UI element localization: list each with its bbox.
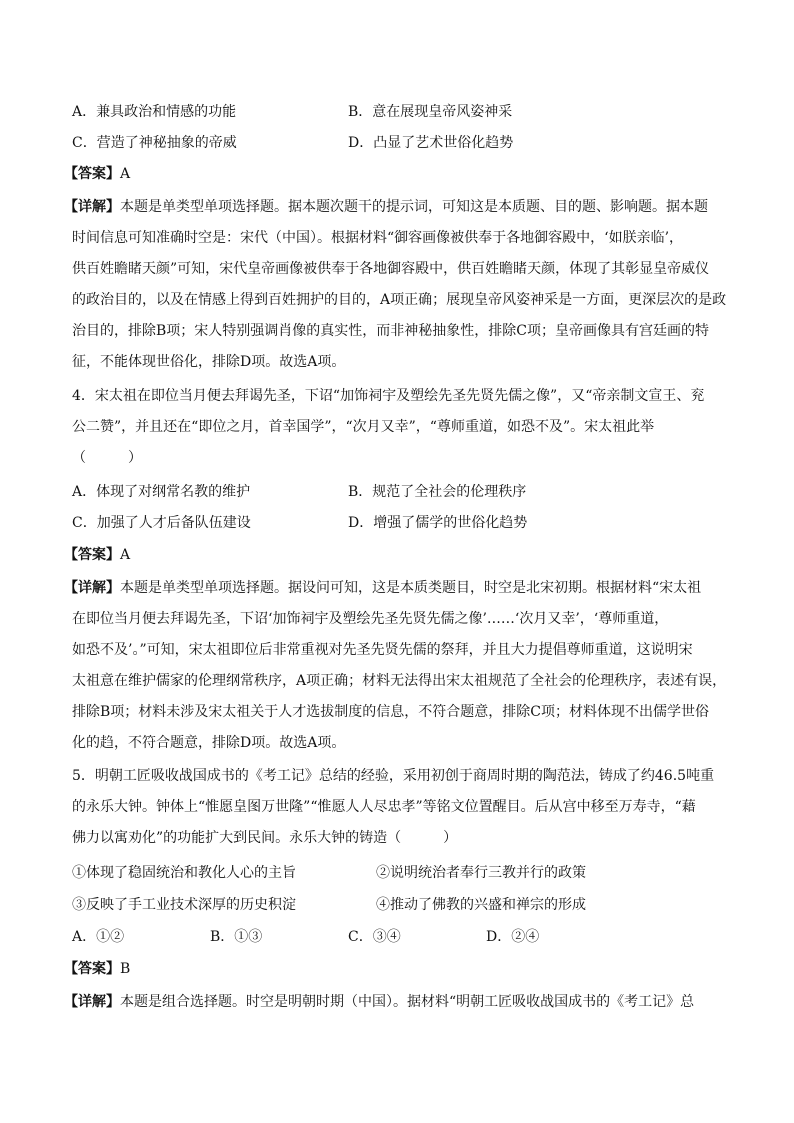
q5-statement-2: ②说明统治者奉行三教并行的政策 (376, 865, 586, 881)
q5-statement-4: ④推动了佛教的兴盛和禅宗的形成 (376, 897, 586, 913)
q3-detail-line-3: 供百姓瞻睹天颜”可知，宋代皇帝画像被供奉于各地御容殿中，供百姓瞻睹天颜，体现了其彰显皇帝威仪 (72, 261, 710, 277)
q3-option-b: B．意在展现皇帝风姿神采 (348, 104, 513, 120)
q4-detail-line-1: 【详解】本题是单类型单项选择题。据设问可知，这是本质类题目，时空是北宋初期。根据材料“宋太祖 (64, 580, 702, 596)
q4-stem-line-2: 公二赞”，并且还在“即位之月，首幸国学”，“次月又幸”，“尊师重道，如恐不及”。宋太祖此举 (72, 419, 655, 435)
q5-answer (64, 959, 130, 979)
q3-answer (64, 164, 130, 184)
answer-tag: 【答案】 (64, 547, 120, 563)
q4-detail-line-2: 在即位当月便去拜谒先圣，下诏‘加饰祠宇及塑绘先圣先贤先儒之像’……‘次月又幸’，‘尊师重道， (72, 611, 669, 627)
q4-option-b: B．规范了全社会的伦理秩序 (348, 484, 527, 500)
q4-detail-line-5: 排除B项；材料未涉及宋太祖关于人才选拔制度的信息，不符合题意，排除C项；材料体现不出儒学世俗 (72, 704, 709, 720)
q4-detail-line-3: 如恐不及’。”可知，宋太祖即位后非常重视对先圣先贤先儒的祭拜，并且大力提倡尊师重道，这说明宋 (72, 642, 693, 658)
answer-tag: 【答案】 (64, 166, 120, 182)
answer-value: B (120, 961, 131, 977)
q4-option-a: A．体现了对纲常名教的维护 (72, 484, 251, 500)
answer-value: A (120, 166, 131, 182)
q3-detail-line-1: 【详解】本题是单类型单项选择题。据本题次题干的提示词，可知这是本质题、目的题、影响题。据本题 (64, 199, 708, 215)
q5-statement-3: ③反映了手工业技术深厚的历史积淀 (72, 897, 296, 913)
answer-tag: 【答案】 (64, 961, 120, 977)
q4-stem-line-3: （ ） (72, 450, 142, 466)
q4-answer (64, 545, 130, 565)
q4-option-c: C．加强了人才后备队伍建设 (72, 515, 251, 531)
detail-tag: 【详解】 (64, 580, 120, 596)
detail-tag: 【详解】 (64, 199, 120, 215)
q5-stem-line-3: 佛力以寓劝化”的功能扩大到民间。永乐大钟的铸造（ ） (72, 830, 458, 846)
q4-detail-line-6: 化的趋，不符合题意，排除D项。故选A项。 (72, 735, 346, 751)
q4-option-d: D．增强了儒学的世俗化趋势 (348, 515, 528, 531)
q4-stem-line-1: 4．宋太祖在即位当月便去拜谒先圣，下诏“加饰祠宇及塑绘先圣先贤先儒之像”，又“帝亲制文宣王、兖 (72, 388, 705, 404)
q3-detail-line-2: 时间信息可知准确时空是：宋代（中国）。根据材料“御容画像被供奉于各地御容殿中，‘如朕亲临’， (72, 230, 684, 246)
q5-statement-1: ①体现了稳固统治和教化人心的主旨 (72, 865, 296, 881)
q5-stem-line-1: 5．明朝工匠吸收战国成书的《考工记》总结的经验，采用初创于商周时期的陶范法，铸成了约46.5吨重 (72, 768, 715, 784)
q5-detail-line-1: 【详解】本题是组合选择题。时空是明朝时期（中国）。据材料“明朝工匠吸收战国成书的《考工记》总 (64, 994, 695, 1010)
q3-option-d: D．凸显了艺术世俗化趋势 (348, 135, 514, 151)
detail-tag: 【详解】 (64, 994, 120, 1010)
q5-option-d: D．②④ (486, 929, 540, 945)
q5-option-c: C．③④ (348, 929, 401, 945)
answer-value: A (120, 547, 131, 563)
q3-option-a: A．兼具政治和情感的功能 (72, 104, 237, 120)
q3-detail-line-5: 治目的，排除B项；宋人特别强调肖像的真实性，而非神秘抽象性，排除C项；皇帝画像具有宫廷画的特 (72, 323, 709, 339)
q5-stem-line-2: 的永乐大钟。钟体上“惟愿皇图万世隆”“惟愿人人尽忠孝”等铭文位置醒目。后从宫中移至万寿寺，“藉 (72, 799, 696, 815)
q3-detail-line-6: 征，不能体现世俗化，排除D项。故选A项。 (72, 354, 346, 370)
q3-option-c: C．营造了神秘抽象的帝威 (72, 135, 237, 151)
q4-detail-line-4: 太祖意在维护儒家的伦理纲常秩序，A项正确；材料无法得出宋太祖规范了全社会的伦理秩序，表述有误， (72, 673, 727, 689)
q5-option-a: A．①② (72, 929, 125, 945)
q5-option-b: B．①③ (210, 929, 263, 945)
q3-detail-line-4: 的政治目的，以及在情感上得到百姓拥护的目的，A项正确；展现皇帝风姿神采是一方面，更深层次的是政 (72, 292, 727, 308)
